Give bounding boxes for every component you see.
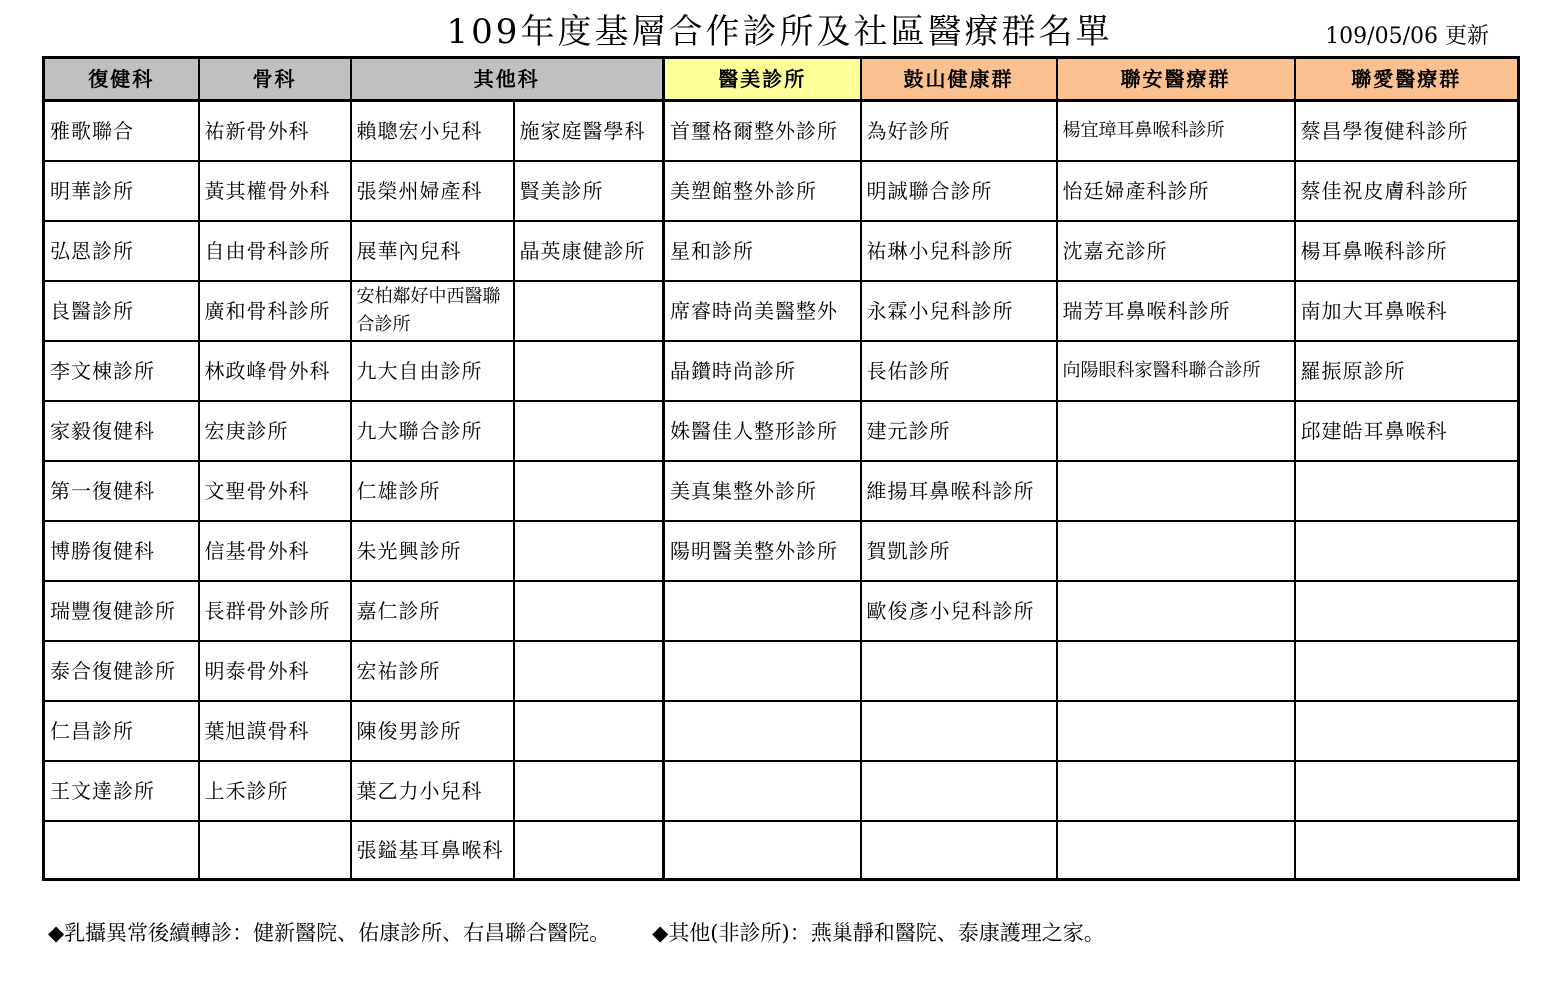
table-row	[44, 821, 1519, 880]
table-cell	[1057, 521, 1295, 581]
table-cell: 晶鑽時尚診所	[664, 341, 861, 401]
table-cell	[1057, 401, 1295, 461]
table-cell: 明華診所	[44, 161, 199, 221]
table-body	[44, 101, 1519, 880]
table-cell	[1295, 521, 1519, 581]
table-cell: 南加大耳鼻喉科	[1295, 281, 1519, 341]
table-cell	[1057, 821, 1295, 880]
table-row	[44, 341, 1519, 401]
column-header: 醫美診所	[664, 58, 861, 101]
footer-notes	[48, 918, 1105, 948]
table-cell: 九大聯合診所	[351, 401, 514, 461]
table-cell: 賢美診所	[514, 161, 664, 221]
table-cell: 宏祐診所	[351, 641, 514, 701]
table-cell: 王文達診所	[44, 761, 199, 821]
table-cell	[1295, 641, 1519, 701]
table-cell: 廣和骨科診所	[199, 281, 351, 341]
table-cell: 上禾診所	[199, 761, 351, 821]
table-row	[44, 401, 1519, 461]
table-cell: 瑞豐復健診所	[44, 581, 199, 641]
table-cell	[514, 701, 664, 761]
table-cell: 陽明醫美整外診所	[664, 521, 861, 581]
table-cell: 展華內兒科	[351, 221, 514, 281]
table-cell	[1057, 761, 1295, 821]
table-cell	[514, 761, 664, 821]
column-header: 骨科	[199, 58, 351, 101]
table-cell	[514, 641, 664, 701]
table-cell: 維揚耳鼻喉科診所	[861, 461, 1057, 521]
table-cell: 自由骨科診所	[199, 221, 351, 281]
table-row	[44, 161, 1519, 221]
table-cell	[664, 701, 861, 761]
update-date: 109/05/06 更新	[1325, 24, 1489, 49]
table-cell: 葉旭謨骨科	[199, 701, 351, 761]
table-cell: 家毅復健科	[44, 401, 199, 461]
table-cell: 美真集整外診所	[664, 461, 861, 521]
table-cell: 第一復健科	[44, 461, 199, 521]
table-cell: 晶英康健診所	[514, 221, 664, 281]
table-cell	[1057, 641, 1295, 701]
table-cell: 仁雄診所	[351, 461, 514, 521]
table-cell: 邱建皓耳鼻喉科	[1295, 401, 1519, 461]
table-cell: 安柏鄰好中西醫聯合診所	[351, 281, 514, 341]
table-cell: 永霖小兒科診所	[861, 281, 1057, 341]
column-header: 聯愛醫療群	[1295, 58, 1519, 101]
table-cell: 弘恩診所	[44, 221, 199, 281]
table-cell: 信基骨外科	[199, 521, 351, 581]
column-header: 其他科	[351, 58, 664, 101]
column-header: 聯安醫療群	[1057, 58, 1295, 101]
table-row	[44, 581, 1519, 641]
table-cell: 朱光興診所	[351, 521, 514, 581]
table-cell	[514, 281, 664, 341]
table-header-row	[44, 58, 1519, 101]
table-cell: 九大自由診所	[351, 341, 514, 401]
table-cell: 建元診所	[861, 401, 1057, 461]
table-cell: 賀凱診所	[861, 521, 1057, 581]
table-cell: 李文棟診所	[44, 341, 199, 401]
table-cell	[1295, 761, 1519, 821]
table-cell	[861, 761, 1057, 821]
table-cell: 長群骨外診所	[199, 581, 351, 641]
table-cell: 羅振原診所	[1295, 341, 1519, 401]
table-cell: 葉乙力小兒科	[351, 761, 514, 821]
referral-note: ◆乳攝異常後續轉診：健新醫院、佑康診所、右昌聯合醫院。	[48, 921, 611, 945]
table-cell: 蔡佳祝皮膚科診所	[1295, 161, 1519, 221]
table-row	[44, 221, 1519, 281]
table-cell	[664, 641, 861, 701]
table-cell: 林政峰骨外科	[199, 341, 351, 401]
table-row	[44, 101, 1519, 162]
table-cell: 博勝復健科	[44, 521, 199, 581]
table-cell: 賴聰宏小兒科	[351, 101, 514, 162]
table-cell	[514, 521, 664, 581]
table-cell: 文聖骨外科	[199, 461, 351, 521]
table-cell	[1295, 701, 1519, 761]
table-cell: 歐俊彥小兒科診所	[861, 581, 1057, 641]
table-cell	[1057, 461, 1295, 521]
table-cell: 瑞芳耳鼻喉科診所	[1057, 281, 1295, 341]
column-header: 復健科	[44, 58, 199, 101]
table-cell	[1295, 821, 1519, 880]
table-row	[44, 521, 1519, 581]
column-header: 鼓山健康群	[861, 58, 1057, 101]
table-row	[44, 761, 1519, 821]
table-cell	[1057, 701, 1295, 761]
table-row	[44, 461, 1519, 521]
table-cell: 蔡昌學復健科診所	[1295, 101, 1519, 162]
table-cell: 施家庭醫學科	[514, 101, 664, 162]
table-cell	[664, 761, 861, 821]
table-cell: 為好診所	[861, 101, 1057, 162]
table-cell: 祐新骨外科	[199, 101, 351, 162]
table-cell: 張鎰基耳鼻喉科	[351, 821, 514, 880]
table-cell: 席睿時尚美醫整外	[664, 281, 861, 341]
table-cell	[514, 821, 664, 880]
table-cell	[1295, 461, 1519, 521]
table-cell	[199, 821, 351, 880]
table-cell	[861, 701, 1057, 761]
table-cell	[861, 821, 1057, 880]
table-cell: 明誠聯合診所	[861, 161, 1057, 221]
table-cell: 星和診所	[664, 221, 861, 281]
other-facilities-note: ◆其他(非診所)：燕巢靜和醫院、泰康護理之家。	[652, 921, 1105, 945]
table-cell	[664, 581, 861, 641]
table-cell: 沈嘉充診所	[1057, 221, 1295, 281]
table-cell: 楊耳鼻喉科診所	[1295, 221, 1519, 281]
table-cell: 楊宜璋耳鼻喉科診所	[1057, 101, 1295, 162]
table-cell: 嘉仁診所	[351, 581, 514, 641]
table-cell: 祐琳小兒科診所	[861, 221, 1057, 281]
table-cell	[514, 581, 664, 641]
table-cell: 良醫診所	[44, 281, 199, 341]
page-title: 109年度基層合作診所及社區醫療群名單	[446, 12, 1113, 52]
table-cell: 怡廷婦產科診所	[1057, 161, 1295, 221]
table-cell: 黃其權骨外科	[199, 161, 351, 221]
table-cell: 宏庚診所	[199, 401, 351, 461]
clinic-roster-table	[42, 56, 1520, 881]
table-row	[44, 641, 1519, 701]
table-cell	[1295, 581, 1519, 641]
table-cell: 陳俊男診所	[351, 701, 514, 761]
table-cell: 首璽格爾整外診所	[664, 101, 861, 162]
table-cell	[664, 821, 861, 880]
table-cell	[1057, 581, 1295, 641]
table-cell: 張榮州婦產科	[351, 161, 514, 221]
table-cell: 姝醫佳人整形診所	[664, 401, 861, 461]
table-cell: 仁昌診所	[44, 701, 199, 761]
table-cell	[44, 821, 199, 880]
table-cell: 向陽眼科家醫科聯合診所	[1057, 341, 1295, 401]
table-cell: 美塑館整外診所	[664, 161, 861, 221]
table-cell: 泰合復健診所	[44, 641, 199, 701]
table-cell: 長佑診所	[861, 341, 1057, 401]
table-row	[44, 701, 1519, 761]
table-cell	[514, 341, 664, 401]
table-cell: 明泰骨外科	[199, 641, 351, 701]
table-cell: 雅歌聯合	[44, 101, 199, 162]
table-cell	[861, 641, 1057, 701]
table-row	[44, 281, 1519, 341]
table-cell	[514, 401, 664, 461]
table-cell	[514, 461, 664, 521]
